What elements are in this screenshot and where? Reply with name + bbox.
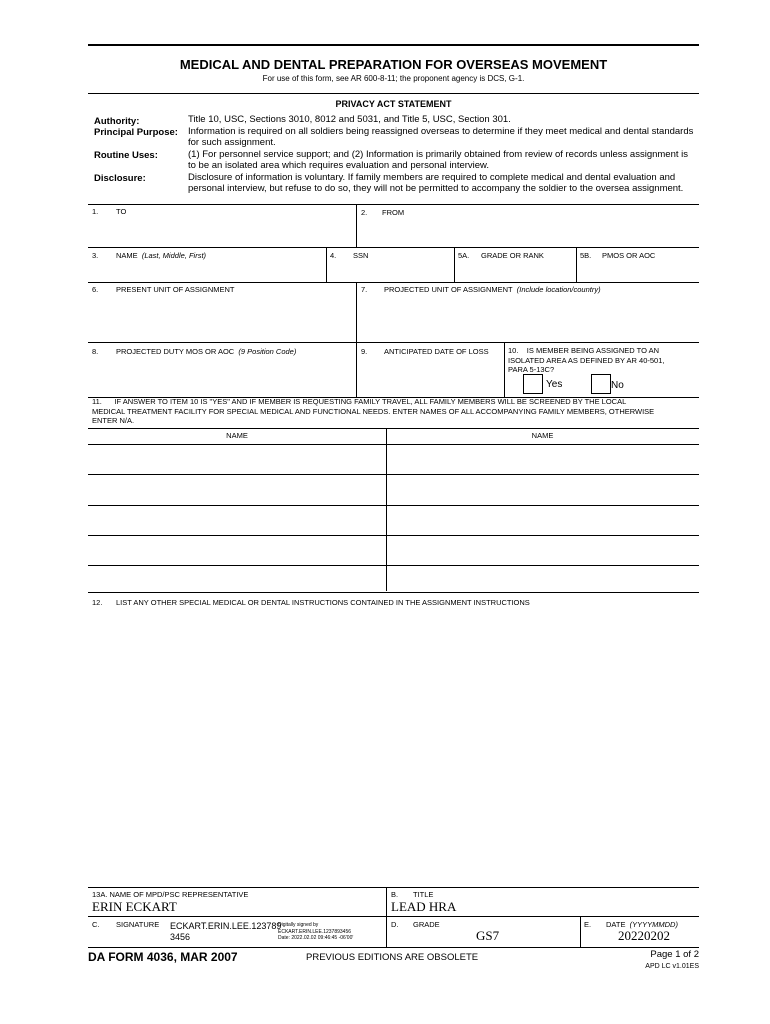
field13a-rep-name-value[interactable]: ERIN ECKART (92, 899, 177, 914)
field13b-title-value[interactable]: LEAD HRA (391, 899, 457, 914)
disclosure-label: Disclosure: (94, 173, 146, 184)
field9-number: 9. (361, 347, 368, 356)
field6-number: 6. (92, 285, 99, 294)
field13b-number: B. (391, 890, 399, 899)
field13d-grade-value[interactable]: GS7 (476, 928, 500, 943)
field4-number: 4. (330, 251, 337, 260)
field13e-date-label: DATE (YYYYMMDD) (606, 920, 678, 929)
rule-names-head (88, 428, 699, 429)
no-label: No (611, 380, 624, 391)
routine-text: (1) For personnel service support; and (2) Information is primarily obtained from review of records unless assignment is to be an isolated area which requires evaluation and personal interview. (188, 149, 689, 172)
obsolete-notice: PREVIOUS EDITIONS ARE OBSOLETE (306, 952, 479, 963)
field11-family-instructions: 11. IF ANSWER TO ITEM 10 IS "YES" AND IF MEMBER IS REQUESTING FAMILY TRAVEL, ALL FAMILY MEMBERS WILL BE SCREENED BY THE LOCAL MEDICAL TREATMENT FACILITY FOR SPECIAL MEDICAL AND FUNCTIONAL NEEDS. ENTER NAMES OF ALL ACCOMPANYING FAMILY MEMBERS, OTHERWISE ENTER N/A. (92, 397, 655, 425)
field5b-number: 5B. (580, 251, 592, 260)
field7-number: 7. (361, 285, 368, 294)
rule-row6 (88, 282, 699, 283)
form-title: MEDICAL AND DENTAL PREPARATION FOR OVERSEAS MOVEMENT (179, 57, 608, 72)
field3-name-label: NAME (Last, Middle, First) (116, 251, 207, 260)
divider-3-4 (326, 247, 327, 282)
rule-row8 (88, 342, 699, 343)
field12-special-instructions-label: LIST ANY OTHER SPECIAL MEDICAL OR DENTAL INSTRUCTIONS CONTAINED IN THE ASSIGNMENT INSTRUCTIONS (116, 598, 530, 607)
top-rule (88, 44, 699, 46)
rule-names-4 (88, 535, 699, 536)
divider-1-2 (356, 204, 357, 247)
signature-name[interactable]: ECKART.ERIN.LEE.123789 3456 (170, 921, 282, 942)
field13c-signature-label: SIGNATURE (116, 920, 160, 929)
field12-number: 12. (92, 598, 103, 607)
field13c-number: C. (92, 920, 100, 929)
family-name-column-2: NAME (531, 431, 554, 440)
privacy-top-rule (88, 93, 699, 94)
rule-names-1 (88, 444, 699, 445)
purpose-label: Principal Purpose: (94, 127, 178, 138)
authority-text: Title 10, USC, Sections 3010, 8012 and 5031, and Title 5, USC, Section 301. (188, 114, 511, 125)
field13d-number: D. (391, 920, 399, 929)
yes-checkbox[interactable] (523, 374, 543, 394)
field13e-number: E. (584, 920, 592, 929)
divider-9-10 (504, 342, 505, 397)
yes-label: Yes (546, 379, 563, 390)
field6-present-unit-label: PRESENT UNIT OF ASSIGNMENT (116, 285, 235, 294)
digital-signature-stamp: Digitally signed by ECKART.ERIN.LEE.1237893456 Date: 2022.02.02 09:46:45 -06'00' (278, 922, 354, 941)
routine-label: Routine Uses: (94, 150, 158, 161)
field10-isolated-question: 10. IS MEMBER BEING ASSIGNED TO AN ISOLATED AREA AS DEFINED BY AR 40-501, PARA 5-13C? (508, 346, 665, 374)
field2-from-label: FROM (382, 208, 405, 217)
form-page (88, 44, 699, 974)
divider-13d-13e (580, 916, 581, 947)
version-label: APD LC v1.01ES (645, 963, 699, 970)
rule-row3 (88, 247, 699, 248)
field5a-grade-label: GRADE OR RANK (481, 251, 544, 260)
rule-row13c (88, 916, 699, 917)
divider-13a-13b (386, 887, 387, 947)
field8-number: 8. (92, 347, 99, 356)
divider-names (386, 428, 387, 591)
field13b-title-label: TITLE (413, 890, 434, 899)
form-subtitle: For use of this form, see AR 600-8-11; the proponent agency is DCS, G-1. (262, 74, 525, 83)
field9-loss-date-label: ANTICIPATED DATE OF LOSS (384, 347, 489, 356)
field13a-rep-name-label: 13A. NAME OF MPD/PSC REPRESENTATIVE (92, 890, 249, 899)
page-number: Page 1 of 2 (650, 949, 699, 960)
rule-names-5 (88, 565, 699, 566)
rule-row1 (88, 204, 699, 205)
rule-names-3 (88, 505, 699, 506)
field5a-number: 5A. (458, 251, 470, 260)
field13e-date-value[interactable]: 20220202 (618, 928, 670, 943)
rule-names-2 (88, 474, 699, 475)
rule-row12 (88, 592, 699, 593)
field1-to-label: TO (116, 207, 127, 216)
rule-row13a (88, 887, 699, 888)
field13d-grade-label: GRADE (413, 920, 440, 929)
field8-duty-mos-label: PROJECTED DUTY MOS OR AOC (9 Position Code) (116, 347, 297, 356)
privacy-heading: PRIVACY ACT STATEMENT (335, 99, 452, 109)
family-name-column-1: NAME (226, 431, 248, 440)
no-checkbox[interactable] (591, 374, 611, 394)
authority-label: Authority: (94, 116, 140, 127)
form-number: DA FORM 4036, MAR 2007 (88, 950, 238, 964)
purpose-text: Information is required on all soldiers being reassigned overseas to determine if they meet medical and dental standards for such assignment. (188, 125, 694, 148)
field2-number: 2. (361, 208, 368, 217)
divider-6-7 (356, 282, 357, 397)
disclosure-text: Disclosure of information is voluntary. If family members are required to complete medical and dental evaluation and personal interview, but refuse to do so, they will not be permitted to accompany the soldier to the oversea assignment. (188, 172, 684, 195)
rule-bottom (88, 947, 699, 948)
field7-projected-unit-label: PROJECTED UNIT OF ASSIGNMENT (Include location/country) (384, 285, 601, 294)
divider-5a-5b (576, 247, 577, 282)
field4-ssn-label: SSN (353, 251, 369, 260)
divider-4-5a (454, 247, 455, 282)
field5b-pmos-label: PMOS OR AOC (602, 251, 656, 260)
field3-number: 3. (92, 251, 99, 260)
field1-number: 1. (92, 207, 99, 216)
